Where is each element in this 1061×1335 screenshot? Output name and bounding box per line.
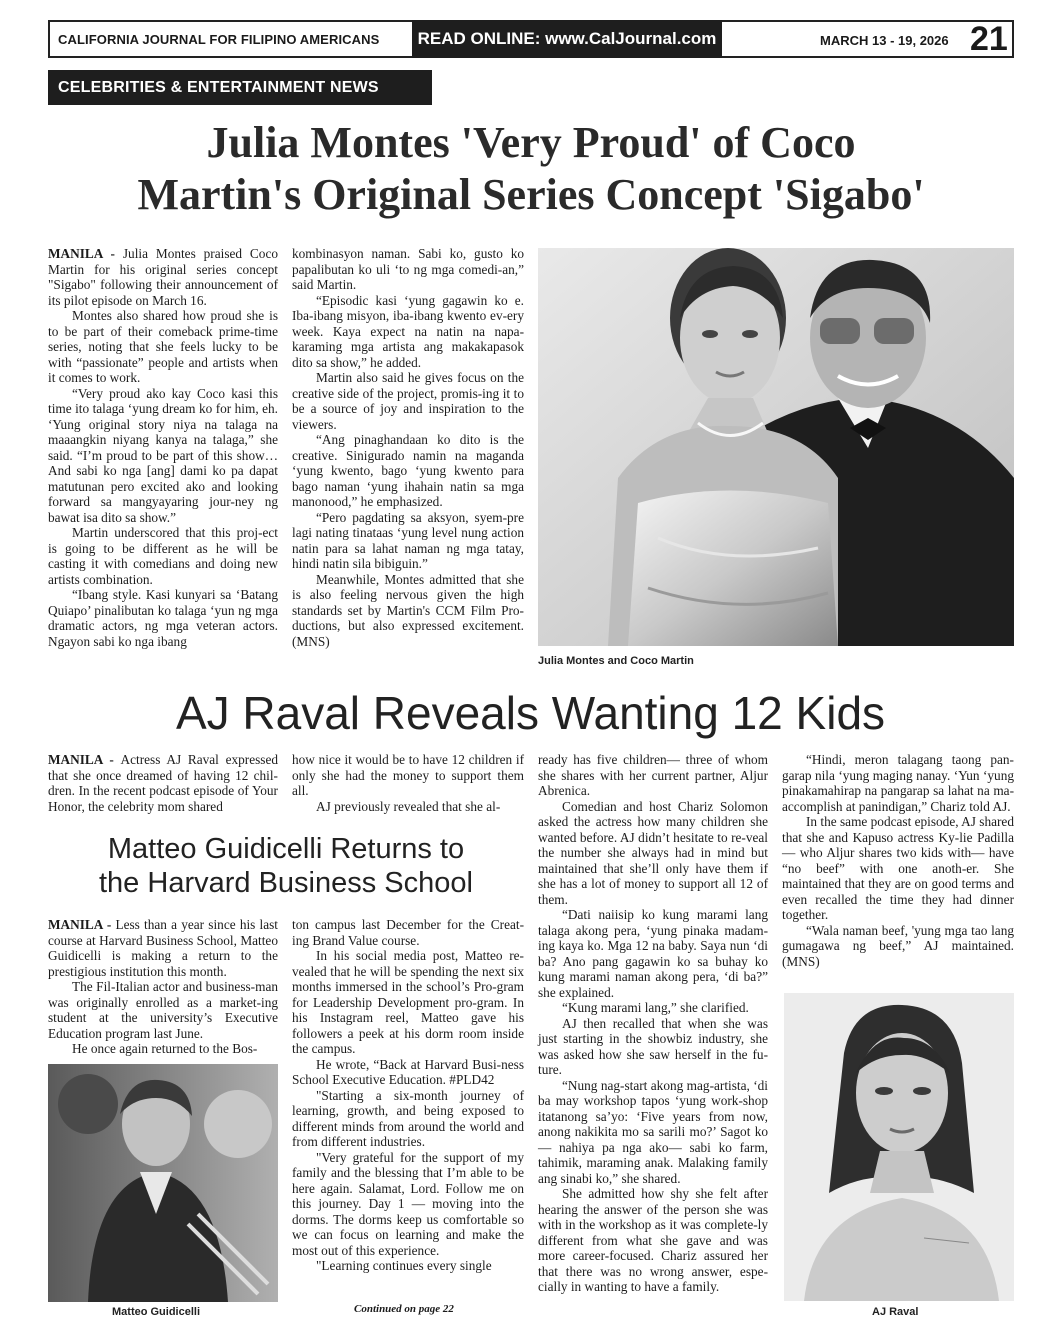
story3-paragraph: He once again returned to the Bos- <box>72 1041 258 1056</box>
dateline: MANILA - <box>48 917 116 932</box>
story3-headline-line2: the Harvard Business School <box>99 867 473 899</box>
story2-paragraph: She admitted how shy she felt after hearing the answer of the person she was with in the workshop as it was complete-ly different from what she gave and was more career-focused. Chariz assured her that there was no wrong answer, espe-cially in wanting to have a family. <box>538 1186 768 1294</box>
story3-paragraph: "Starting a six-month journey of learning, growth, and being exposed to different minds from around the world and from different industries. <box>292 1087 524 1149</box>
julia-coco-caption: Julia Montes and Coco Martin <box>538 655 694 667</box>
story1-paragraph: “Pero pagdating sa aksyon, syem-pre lagi nating tinataas ‘yung level nung action natin para sa lahat naman ng mga tatay, hindi natin sila bibiguin.” <box>292 509 524 571</box>
story2-paragraph: how nice it would be to have 12 children if only she had the money to support them all. <box>292 752 524 798</box>
story2-paragraph: “Wala naman beef, 'yung mga tao lang gumagawa ng beef,” AJ maintained. (MNS) <box>782 922 1014 969</box>
story1-headline-line2: Martin's Original Series Concept 'Sigabo' <box>137 170 925 219</box>
julia-coco-illustration <box>538 248 1014 646</box>
julia-coco-photo <box>538 248 1014 646</box>
story2-paragraph: “Nung nag-start akong mag-artista, ‘di ba may workshop tapos ‘yung work-shop itatanong sa’yo: ‘Five years from now, anong nakikita mo sa sarili mo?’ Sagot ko— nahiya pa nga ako— sabi ko farm, tahimik, maraming anak. Malaking family ang sinabi ko,” she shared. <box>538 1077 768 1186</box>
story2-paragraph: Comedian and host Chariz Solomon asked the actress how many children she wanted before. AJ didn’t hesitate to re-veal the number she always had in mind but maintained that she’ll only have them if she has a lot of money to support all 12 of them. <box>538 798 768 907</box>
story1-paragraph: kombinasyon naman. Sabi ko, gusto ko papalibutan ko uli ‘to ng mga comedi-an,” said Martin. <box>292 246 524 292</box>
publication-name: CALIFORNIA JOURNAL FOR FILIPINO AMERICANS <box>58 32 380 47</box>
matteo-photo <box>48 1064 278 1302</box>
story2-paragraph: “Dati naiisip ko kung marami lang talaga akong pera, ‘yung pinaka madam-ing kaya ko. Mga 12 na baby. Saya nun ‘di ba? Ano pang gagawin ko sa buhay ko kung marami naman akong pera, ‘di ba?” she explained. <box>538 907 768 1000</box>
story3-paragraph: "Very grateful for the support of my family and the blessing that I’m able to be here again. Salamat, Lord. Follow me on this journey. Day 1 — moving into the dorms. The dorms keep us comfortable so we can focus on learning and make the most out of this experience. <box>292 1149 524 1258</box>
dateline: MANILA - <box>48 246 123 261</box>
story1-paragraph: “Very proud ako kay Coco kasi this time ito talaga ‘yung dream ko for him, eh. ‘Yung original story niya na talaga na maaangkin niyang kanya na talaga,” she said. “I’m proud to be part of this show… And sabi ko nga [ang] dami ko pa dapat matutunan pero excited ako and looking forward sa mangyayaring jour-ney ng bawat isa dito sa show.” <box>48 385 278 525</box>
story2-paragraph: ready has five children— three of whom she shares with her current partner, Aljur Abrenica. <box>538 752 768 798</box>
story2-headline: AJ Raval Reveals Wanting 12 Kids <box>175 687 886 739</box>
story2-column-3 <box>538 752 768 1295</box>
story3-paragraph: "Learning continues every single <box>316 1258 492 1273</box>
story1-column-1 <box>48 246 278 649</box>
matteo-caption: Matteo Guidicelli <box>112 1306 201 1318</box>
story3-paragraph: The Fil-Italian actor and business-man was originally enrolled as a market-ing student at the university’s Executive Education program last June. <box>48 979 278 1041</box>
aj-raval-photo <box>784 993 1014 1301</box>
story3-paragraph: He wrote, “Back at Harvard Busi-ness School Executive Education. #PLD42 <box>292 1056 524 1087</box>
story2-paragraph: AJ previously revealed that she al- <box>316 798 501 814</box>
story2-column-4 <box>782 752 1014 969</box>
story2-column-1 <box>48 752 278 814</box>
aj-raval-illustration <box>784 993 1014 1301</box>
page-number: 21 <box>970 20 1008 58</box>
issue-date: MARCH 13 - 19, 2026 <box>820 33 949 48</box>
story2-paragraph: In the same podcast episode, AJ shared that she and Kapuso actress Ky-lie Padilla— who Aljur shares two kids with— have “no beef” with one anoth-er. She maintained that they are on good terms and even recalled the time they had dinner together. <box>782 814 1014 922</box>
story2-column-2 <box>292 752 524 814</box>
story3-headline-line1: Matteo Guidicelli Returns to <box>107 833 465 865</box>
story1-paragraph: “Episodic kasi ‘yung gagawin ko e. Iba-ibang misyon, iba-ibang kwento ev-ery week. Kaya expect na natin na napa-karaming mga artista ang makakapasok dito sa show,” he added. <box>292 292 524 370</box>
story1-paragraph: “Ibang style. Kasi kunyari sa ‘Batang Quiapo’ pinalibutan ko talaga ‘yun ng mga dramatic actors, ng mga veteran actors. Ngayon sabi ko nga ibang <box>48 587 278 649</box>
story1-headline-line1: Julia Montes 'Very Proud' of Coco <box>206 118 856 167</box>
story1-paragraph: Montes also shared how proud she is to be part of their comeback prime-time series, noting that she feels lucky to be with “passionate” people and artists when it comes to work. <box>48 308 278 385</box>
story3-column-1 <box>48 917 278 1057</box>
story1-paragraph: “Ang pinaghandaan ko dito is the creative. Sinigurado namin na maganda ‘yung kwento, bago ‘yung kwento para bago naman ‘yung ihahain natin sa mga manonood,” he emphasized. <box>292 432 524 509</box>
dateline: MANILA - <box>48 752 121 767</box>
story2-paragraph: AJ then recalled that when she was just starting in the showbiz industry, she was asked how she saw herself in the fu-ture. <box>538 1015 768 1077</box>
masthead-bar <box>48 20 1014 58</box>
story1-paragraph: Meanwhile, Montes admitted that she is also feeling nervous given the high standards set by Martin's CCM Film Pro-ductions, but also expressed excitement. (MNS) <box>292 571 524 649</box>
story2-paragraph: MANILA - Actress AJ Raval expressed that she once dreamed of having 12 chil-dren. In the recent podcast episode of Your Honor, the celebrity mom shared <box>48 752 278 814</box>
story1-paragraph: Martin underscored that this proj-ect is going to be different as he will be casting it with comedians and doing new artists combination. <box>48 525 278 587</box>
story3-paragraph: MANILA - Less than a year since his last course at Harvard Business School, Matteo Guidicelli is making a return to the prestigious institution this month. <box>48 917 278 979</box>
story3-paragraph: In his social media post, Matteo re-vealed that he will be spending the next six months immersed in the school’s Pro-gram for Leadership Development pro-gram. In his Instagram reel, Matteo gave his followers a peek at his dorm room inside the campus. <box>292 948 524 1056</box>
story2-paragraph: “Hindi, meron talagang taong pan-garap nila ‘yung maging nanay. ‘Yun ‘yung pinakamahirap na pangarap sa lahat na ma-accomplish at panindigan,” Chariz told AJ. <box>782 752 1014 814</box>
story2-paragraph: “Kung marami lang,” she clarified. <box>562 1000 749 1015</box>
story3-column-2 <box>292 917 524 1274</box>
story3-paragraph: ton campus last December for the Creat-ing Brand Value course. <box>292 917 524 948</box>
read-online-link[interactable]: READ ONLINE: www.CalJournal.com <box>412 20 722 58</box>
story1-paragraph: Martin also said he gives focus on the creative side of the project, promis-ing it to be a source of joy and inspiration to the viewers. <box>292 370 524 432</box>
aj-raval-caption: AJ Raval <box>872 1306 919 1318</box>
continued-note[interactable]: Continued on page 22 <box>354 1303 454 1315</box>
matteo-illustration <box>48 1064 278 1302</box>
section-label: CELEBRITIES & ENTERTAINMENT NEWS <box>48 70 432 105</box>
story1-paragraph: MANILA - Julia Montes praised Coco Martin for his original series concept "Sigabo" following their announcement of its pilot episode on March 16. <box>48 246 278 308</box>
story1-column-2 <box>292 246 524 649</box>
